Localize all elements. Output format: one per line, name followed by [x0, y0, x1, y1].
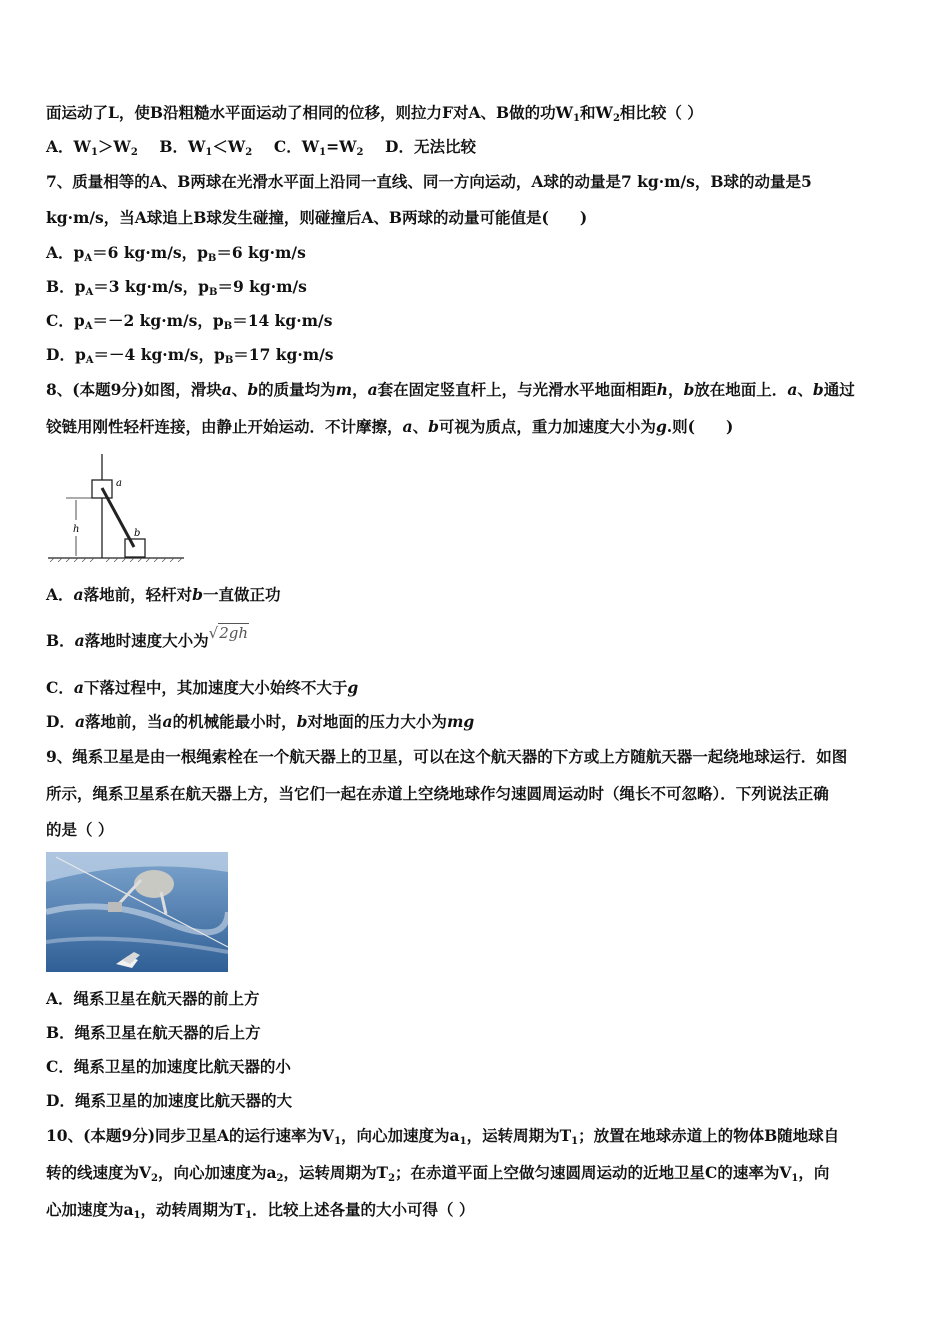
q7-stem-1: 7、质量相等的A、B两球在光滑水平面上沿同一直线、同一方向运动，A球的动量是7 kg·m/s，B球的动量是5 [46, 172, 812, 191]
q7-option-b: B．$p_A=3$ kg·m/s，$p_B=9$ kg·m/s [46, 277, 307, 298]
q9-option-c: C．绳系卫星的加速度比航天器的小 [46, 1057, 291, 1076]
q8-option-d: D．a落地前，当a的机械能最小时，b对地面的压力大小为mg [46, 712, 475, 731]
q9-option-a: A．绳系卫星在航天器的前上方 [46, 989, 260, 1008]
q9-option-d: D．绳系卫星的加速度比航天器的大 [46, 1091, 292, 1110]
q7-option-c: C．$p_A=-2$ kg·m/s，$p_B=14$ kg·m/s [46, 311, 333, 332]
q10-stem-3: 心加速度为$a_1$，动转周期为$T_1$．比较上述各量的大小可得（ ） [46, 1200, 475, 1221]
q8-stem-1: 8、(本题9分)如图，滑块a、b的质量均为m，a套在固定竖直杆上，与光滑水平地面相距h，b放在地面上．a、b通过 [46, 380, 855, 399]
q9-stem-1: 9、绳系卫星是由一根绳索栓在一个航天器上的卫星，可以在这个航天器的下方或上方随航天器一起绕地球运行．如图 [46, 747, 848, 766]
q7-option-a: A．$p_A=6$ kg·m/s，$p_B=6$ kg·m/s [46, 243, 306, 264]
label-h: h [73, 524, 80, 535]
q8-option-a: A．a落地前，轻杆对b一直做正功 [46, 585, 281, 604]
q5-tail-line: 面运动了L，使B沿粗糙水平面运动了相同的位移，则拉力F对A、B做的功$W_1$和$W_2$相比较（ ） [46, 103, 703, 124]
q7-stem-2: kg·m/s，当A球追上B球发生碰撞，则碰撞后A、B两球的动量可能值是( ) [46, 208, 588, 227]
q9-stem-2: 所示，绳系卫星系在航天器上方，当它们一起在赤道上空绕地球作匀速圆周运动时（绳长不可忽略）．下列说法正确 [46, 784, 829, 803]
label-b: b [134, 528, 141, 539]
q7-option-d: D．$p_A=-4$ kg·m/s，$p_B=17$ kg·m/s [46, 345, 334, 366]
q8-option-b: B．a落地时速度大小为√2gh [46, 624, 249, 650]
sqrt-expression: √2gh [208, 624, 249, 642]
q8-stem-2: 铰链用刚性轻杆连接，由静止开始运动．不计摩擦，a、b可视为质点，重力加速度大小为g.则( ) [46, 417, 734, 436]
q9-option-b: B．绳系卫星在航天器的后上方 [46, 1023, 261, 1042]
label-a: a [116, 478, 122, 489]
q9-tethered-satellite-photo [46, 852, 228, 972]
q6-options: A．$W_1>W_2$ B．$W_1<W_2$ C．$W_1=W_2$ D．无法比较 [46, 137, 476, 158]
q10-stem-1: 10、(本题9分)同步卫星A的运行速率为$V_1$，向心加速度为$a_1$，运转周期为$T_1$；放置在地球赤道上的物体B随地球自 [46, 1126, 840, 1147]
q9-stem-3: 的是（ ） [46, 820, 114, 839]
q8-option-c: C．a下落过程中，其加速度大小始终不大于g [46, 678, 359, 697]
q8-figure [46, 452, 186, 562]
q10-stem-2: 转的线速度为$V_2$，向心加速度为$a_2$，运转周期为$T_2$；在赤道平面上空做匀速圆周运动的近地卫星C的速率为$V_1$，向 [46, 1163, 830, 1184]
